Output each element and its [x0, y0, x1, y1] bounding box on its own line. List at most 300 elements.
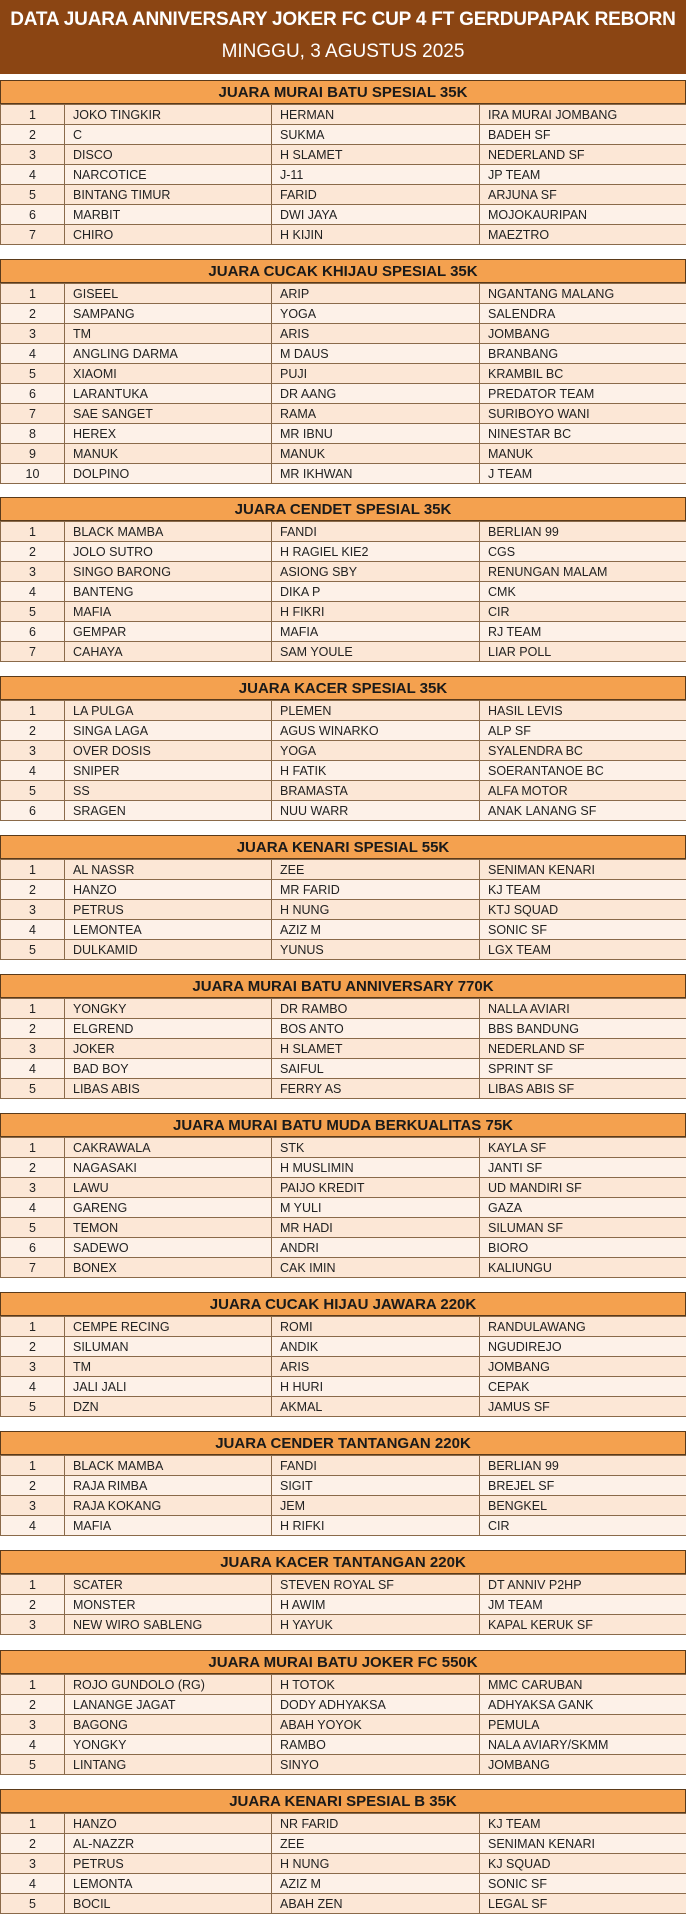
section-title: JUARA MURAI BATU SPESIAL 35K	[0, 80, 686, 104]
bird-name-cell: BLACK MAMBA	[65, 1456, 272, 1476]
table-row	[1, 582, 686, 602]
section-title: JUARA MURAI BATU ANNIVERSARY 770K	[0, 974, 686, 998]
rank-cell: 5	[1, 364, 65, 384]
team-cell: BIORO	[480, 1238, 686, 1258]
bird-name-cell: PETRUS	[65, 1854, 272, 1874]
rank-cell: 5	[1, 1218, 65, 1238]
bird-name-cell: MAFIA	[65, 1516, 272, 1536]
table-row	[1, 1715, 686, 1735]
team-cell: ALP SF	[480, 721, 686, 741]
table-row	[1, 225, 686, 245]
rank-cell: 6	[1, 622, 65, 642]
table-row	[1, 1894, 686, 1914]
bird-name-cell: ROJO GUNDOLO (RG)	[65, 1675, 272, 1695]
bird-name-cell: HEREX	[65, 424, 272, 444]
table-row	[1, 622, 686, 642]
owner-cell: DODY ADHYAKSA	[272, 1695, 480, 1715]
rank-cell: 4	[1, 1377, 65, 1397]
rank-cell: 5	[1, 185, 65, 205]
owner-cell: ARIP	[272, 284, 480, 304]
table-row	[1, 1079, 686, 1099]
bird-name-cell: AL-NAZZR	[65, 1834, 272, 1854]
team-cell: RANDULAWANG	[480, 1317, 686, 1337]
team-cell: UD MANDIRI SF	[480, 1178, 686, 1198]
owner-cell: PLEMEN	[272, 701, 480, 721]
owner-cell: SAM YOULE	[272, 642, 480, 662]
bird-name-cell: JOKO TINGKIR	[65, 105, 272, 125]
results-section	[0, 676, 686, 821]
table-row	[1, 1595, 686, 1615]
table-row	[1, 940, 686, 960]
bird-name-cell: LINTANG	[65, 1755, 272, 1775]
results-section	[0, 974, 686, 1099]
results-table	[0, 1674, 686, 1775]
table-row	[1, 404, 686, 424]
results-section	[0, 1431, 686, 1536]
bird-name-cell: SINGA LAGA	[65, 721, 272, 741]
owner-cell: ARIS	[272, 1357, 480, 1377]
owner-cell: FANDI	[272, 1456, 480, 1476]
rank-cell: 3	[1, 1357, 65, 1377]
owner-cell: SAIFUL	[272, 1059, 480, 1079]
bird-name-cell: LA PULGA	[65, 701, 272, 721]
rank-cell: 1	[1, 999, 65, 1019]
owner-cell: STEVEN ROYAL SF	[272, 1575, 480, 1595]
bird-name-cell: NEW WIRO SABLENG	[65, 1615, 272, 1635]
team-cell: CIR	[480, 1516, 686, 1536]
owner-cell: ANDIK	[272, 1337, 480, 1357]
team-cell: NGANTANG MALANG	[480, 284, 686, 304]
team-cell: BERLIAN 99	[480, 522, 686, 542]
owner-cell: M DAUS	[272, 344, 480, 364]
bird-name-cell: MONSTER	[65, 1595, 272, 1615]
rank-cell: 4	[1, 1516, 65, 1536]
owner-cell: FANDI	[272, 522, 480, 542]
rank-cell: 2	[1, 125, 65, 145]
table-row	[1, 1476, 686, 1496]
bird-name-cell: BAGONG	[65, 1715, 272, 1735]
rank-cell: 7	[1, 225, 65, 245]
team-cell: JM TEAM	[480, 1595, 686, 1615]
table-row	[1, 761, 686, 781]
table-row	[1, 642, 686, 662]
rank-cell: 6	[1, 801, 65, 821]
owner-cell: DIKA P	[272, 582, 480, 602]
table-row	[1, 304, 686, 324]
table-row	[1, 444, 686, 464]
rank-cell: 1	[1, 522, 65, 542]
results-section	[0, 259, 686, 484]
bird-name-cell: DULKAMID	[65, 940, 272, 960]
team-cell: KJ SQUAD	[480, 1854, 686, 1874]
section-title: JUARA KENARI SPESIAL B 35K	[0, 1789, 686, 1813]
table-row	[1, 1238, 686, 1258]
rank-cell: 2	[1, 1019, 65, 1039]
table-row	[1, 1357, 686, 1377]
rank-cell: 1	[1, 860, 65, 880]
table-row	[1, 880, 686, 900]
table-row	[1, 105, 686, 125]
rank-cell: 2	[1, 1476, 65, 1496]
table-row	[1, 900, 686, 920]
owner-cell: JEM	[272, 1496, 480, 1516]
team-cell: HASIL LEVIS	[480, 701, 686, 721]
team-cell: DT ANNIV P2HP	[480, 1575, 686, 1595]
team-cell: ADHYAKSA GANK	[480, 1695, 686, 1715]
rank-cell: 5	[1, 602, 65, 622]
rank-cell: 3	[1, 741, 65, 761]
results-table	[0, 998, 686, 1099]
owner-cell: MAFIA	[272, 622, 480, 642]
owner-cell: DR AANG	[272, 384, 480, 404]
rank-cell: 2	[1, 1158, 65, 1178]
bird-name-cell: CAHAYA	[65, 642, 272, 662]
team-cell: BENGKEL	[480, 1496, 686, 1516]
team-cell: RENUNGAN MALAM	[480, 562, 686, 582]
rank-cell: 1	[1, 284, 65, 304]
rank-cell: 7	[1, 1258, 65, 1278]
team-cell: JOMBANG	[480, 324, 686, 344]
team-cell: NEDERLAND SF	[480, 145, 686, 165]
rank-cell: 8	[1, 424, 65, 444]
results-table	[0, 1137, 686, 1278]
rank-cell: 5	[1, 781, 65, 801]
rank-cell: 1	[1, 1575, 65, 1595]
results-table	[0, 859, 686, 960]
team-cell: ARJUNA SF	[480, 185, 686, 205]
bird-name-cell: GARENG	[65, 1198, 272, 1218]
rank-cell: 2	[1, 1695, 65, 1715]
team-cell: MAEZTRO	[480, 225, 686, 245]
team-cell: KALIUNGU	[480, 1258, 686, 1278]
rank-cell: 10	[1, 464, 65, 484]
owner-cell: H TOTOK	[272, 1675, 480, 1695]
bird-name-cell: RAJA RIMBA	[65, 1476, 272, 1496]
team-cell: BADEH SF	[480, 125, 686, 145]
table-row	[1, 721, 686, 741]
table-row	[1, 1814, 686, 1834]
owner-cell: MR IKHWAN	[272, 464, 480, 484]
table-row	[1, 522, 686, 542]
team-cell: JOMBANG	[480, 1755, 686, 1775]
team-cell: SOERANTANOE BC	[480, 761, 686, 781]
bird-name-cell: JOLO SUTRO	[65, 542, 272, 562]
bird-name-cell: BANTENG	[65, 582, 272, 602]
table-row	[1, 1456, 686, 1476]
rank-cell: 3	[1, 1715, 65, 1735]
results-section	[0, 1113, 686, 1278]
team-cell: LIBAS ABIS SF	[480, 1079, 686, 1099]
table-row	[1, 1854, 686, 1874]
bird-name-cell: MANUK	[65, 444, 272, 464]
owner-cell: BOS ANTO	[272, 1019, 480, 1039]
table-row	[1, 364, 686, 384]
rank-cell: 4	[1, 920, 65, 940]
rank-cell: 9	[1, 444, 65, 464]
rank-cell: 2	[1, 304, 65, 324]
results-table	[0, 521, 686, 662]
rank-cell: 1	[1, 1138, 65, 1158]
rank-cell: 5	[1, 1755, 65, 1775]
rank-cell: 4	[1, 1874, 65, 1894]
table-row	[1, 125, 686, 145]
bird-name-cell: HANZO	[65, 1814, 272, 1834]
rank-cell: 3	[1, 145, 65, 165]
table-row	[1, 781, 686, 801]
section-title: JUARA CENDET SPESIAL 35K	[0, 497, 686, 521]
table-row	[1, 464, 686, 484]
table-row	[1, 1735, 686, 1755]
rank-cell: 2	[1, 542, 65, 562]
rank-cell: 5	[1, 1079, 65, 1099]
section-title: JUARA MURAI BATU MUDA BERKUALITAS 75K	[0, 1113, 686, 1137]
bird-name-cell: SINGO BARONG	[65, 562, 272, 582]
table-row	[1, 1059, 686, 1079]
bird-name-cell: GISEEL	[65, 284, 272, 304]
section-title: JUARA KACER TANTANGAN 220K	[0, 1550, 686, 1574]
team-cell: J TEAM	[480, 464, 686, 484]
rank-cell: 2	[1, 880, 65, 900]
table-row	[1, 1039, 686, 1059]
rank-cell: 4	[1, 165, 65, 185]
table-row	[1, 542, 686, 562]
team-cell: KRAMBIL BC	[480, 364, 686, 384]
rank-cell: 6	[1, 1238, 65, 1258]
bird-name-cell: JOKER	[65, 1039, 272, 1059]
table-row	[1, 562, 686, 582]
rank-cell: 4	[1, 582, 65, 602]
results-section	[0, 835, 686, 960]
team-cell: SALENDRA	[480, 304, 686, 324]
page-title: DATA JUARA ANNIVERSARY JOKER FC CUP 4 FT GERDUPAPAK REBORN	[10, 9, 676, 30]
bird-name-cell: LARANTUKA	[65, 384, 272, 404]
team-cell: SPRINT SF	[480, 1059, 686, 1079]
team-cell: BREJEL SF	[480, 1476, 686, 1496]
bird-name-cell: SNIPER	[65, 761, 272, 781]
owner-cell: H FIKRI	[272, 602, 480, 622]
rank-cell: 7	[1, 642, 65, 662]
owner-cell: H NUNG	[272, 1854, 480, 1874]
rank-cell: 2	[1, 1337, 65, 1357]
bird-name-cell: LAWU	[65, 1178, 272, 1198]
owner-cell: PAIJO KREDIT	[272, 1178, 480, 1198]
rank-cell: 6	[1, 384, 65, 404]
bird-name-cell: AL NASSR	[65, 860, 272, 880]
rank-cell: 1	[1, 1317, 65, 1337]
table-row	[1, 1258, 686, 1278]
results-table	[0, 1574, 686, 1635]
bird-name-cell: CEMPE RECING	[65, 1317, 272, 1337]
section-title: JUARA MURAI BATU JOKER FC 550K	[0, 1650, 686, 1674]
team-cell: NALLA AVIARI	[480, 999, 686, 1019]
table-row	[1, 165, 686, 185]
owner-cell: PUJI	[272, 364, 480, 384]
team-cell: JP TEAM	[480, 165, 686, 185]
owner-cell: SIGIT	[272, 1476, 480, 1496]
results-table	[0, 104, 686, 245]
bird-name-cell: SS	[65, 781, 272, 801]
team-cell: NGUDIREJO	[480, 1337, 686, 1357]
bird-name-cell: ELGREND	[65, 1019, 272, 1039]
rank-cell: 3	[1, 562, 65, 582]
owner-cell: ZEE	[272, 860, 480, 880]
section-title: JUARA CUCAK HIJAU JAWARA 220K	[0, 1292, 686, 1316]
owner-cell: FARID	[272, 185, 480, 205]
team-cell: JOMBANG	[480, 1357, 686, 1377]
bird-name-cell: CHIRO	[65, 225, 272, 245]
team-cell: LIAR POLL	[480, 642, 686, 662]
team-cell: GAZA	[480, 1198, 686, 1218]
table-row	[1, 1615, 686, 1635]
owner-cell: SINYO	[272, 1755, 480, 1775]
team-cell: LEGAL SF	[480, 1894, 686, 1914]
owner-cell: NUU WARR	[272, 801, 480, 821]
table-row	[1, 324, 686, 344]
team-cell: SONIC SF	[480, 920, 686, 940]
owner-cell: H SLAMET	[272, 145, 480, 165]
owner-cell: H NUNG	[272, 900, 480, 920]
bird-name-cell: OVER DOSIS	[65, 741, 272, 761]
table-row	[1, 1158, 686, 1178]
table-row	[1, 384, 686, 404]
owner-cell: ANDRI	[272, 1238, 480, 1258]
results-table	[0, 1813, 686, 1914]
rank-cell: 3	[1, 1496, 65, 1516]
table-row	[1, 1198, 686, 1218]
team-cell: KAYLA SF	[480, 1138, 686, 1158]
rank-cell: 4	[1, 1735, 65, 1755]
bird-name-cell: GEMPAR	[65, 622, 272, 642]
results-section	[0, 1550, 686, 1635]
owner-cell: ASIONG SBY	[272, 562, 480, 582]
rank-cell: 5	[1, 940, 65, 960]
bird-name-cell: BONEX	[65, 1258, 272, 1278]
results-table	[0, 1455, 686, 1536]
bird-name-cell: TM	[65, 1357, 272, 1377]
owner-cell: ZEE	[272, 1834, 480, 1854]
team-cell: CMK	[480, 582, 686, 602]
team-cell: NINESTAR BC	[480, 424, 686, 444]
rank-cell: 3	[1, 1178, 65, 1198]
page-header	[0, 0, 686, 74]
owner-cell: AZIZ M	[272, 920, 480, 940]
owner-cell: AKMAL	[272, 1397, 480, 1417]
team-cell: MOJOKAURIPAN	[480, 205, 686, 225]
owner-cell: AZIZ M	[272, 1874, 480, 1894]
owner-cell: H FATIK	[272, 761, 480, 781]
rank-cell: 2	[1, 1595, 65, 1615]
bird-name-cell: HANZO	[65, 880, 272, 900]
rank-cell: 3	[1, 1854, 65, 1874]
owner-cell: H SLAMET	[272, 1039, 480, 1059]
owner-cell: RAMBO	[272, 1735, 480, 1755]
table-row	[1, 205, 686, 225]
bird-name-cell: NAGASAKI	[65, 1158, 272, 1178]
owner-cell: STK	[272, 1138, 480, 1158]
table-row	[1, 801, 686, 821]
team-cell: SILUMAN SF	[480, 1218, 686, 1238]
team-cell: NEDERLAND SF	[480, 1039, 686, 1059]
rank-cell: 5	[1, 1397, 65, 1417]
bird-name-cell: SADEWO	[65, 1238, 272, 1258]
table-row	[1, 284, 686, 304]
rank-cell: 1	[1, 1675, 65, 1695]
team-cell: RJ TEAM	[480, 622, 686, 642]
rank-cell: 7	[1, 404, 65, 424]
team-cell: JAMUS SF	[480, 1397, 686, 1417]
bird-name-cell: NARCOTICE	[65, 165, 272, 185]
bird-name-cell: BAD BOY	[65, 1059, 272, 1079]
owner-cell: H AWIM	[272, 1595, 480, 1615]
team-cell: CEPAK	[480, 1377, 686, 1397]
rank-cell: 6	[1, 205, 65, 225]
bird-name-cell: SRAGEN	[65, 801, 272, 821]
team-cell: SENIMAN KENARI	[480, 1834, 686, 1854]
team-cell: LGX TEAM	[480, 940, 686, 960]
bird-name-cell: LEMONTEA	[65, 920, 272, 940]
bird-name-cell: MAFIA	[65, 602, 272, 622]
table-row	[1, 185, 686, 205]
team-cell: IRA MURAI JOMBANG	[480, 105, 686, 125]
team-cell: BRANBANG	[480, 344, 686, 364]
rank-cell: 5	[1, 1894, 65, 1914]
table-row	[1, 860, 686, 880]
table-row	[1, 1377, 686, 1397]
team-cell: BERLIAN 99	[480, 1456, 686, 1476]
team-cell: SYALENDRA BC	[480, 741, 686, 761]
table-row	[1, 999, 686, 1019]
owner-cell: YOGA	[272, 304, 480, 324]
bird-name-cell: SAE SANGET	[65, 404, 272, 424]
owner-cell: MANUK	[272, 444, 480, 464]
rank-cell: 1	[1, 701, 65, 721]
section-title: JUARA CUCAK KHIJAU SPESIAL 35K	[0, 259, 686, 283]
rank-cell: 4	[1, 1059, 65, 1079]
table-row	[1, 1218, 686, 1238]
bird-name-cell: BOCIL	[65, 1894, 272, 1914]
rank-cell: 3	[1, 324, 65, 344]
owner-cell: H RAGIEL KIE2	[272, 542, 480, 562]
rank-cell: 4	[1, 761, 65, 781]
owner-cell: DWI JAYA	[272, 205, 480, 225]
table-row	[1, 344, 686, 364]
table-row	[1, 1874, 686, 1894]
table-row	[1, 1178, 686, 1198]
owner-cell: NR FARID	[272, 1814, 480, 1834]
bird-name-cell: DISCO	[65, 145, 272, 165]
bird-name-cell: XIAOMI	[65, 364, 272, 384]
team-cell: JANTI SF	[480, 1158, 686, 1178]
bird-name-cell: YONGKY	[65, 1735, 272, 1755]
results-table	[0, 283, 686, 484]
bird-name-cell: LANANGE JAGAT	[65, 1695, 272, 1715]
owner-cell: YOGA	[272, 741, 480, 761]
team-cell: KJ TEAM	[480, 1814, 686, 1834]
table-row	[1, 1755, 686, 1775]
table-row	[1, 1496, 686, 1516]
table-row	[1, 1834, 686, 1854]
rank-cell: 4	[1, 1198, 65, 1218]
bird-name-cell: C	[65, 125, 272, 145]
team-cell: MMC CARUBAN	[480, 1675, 686, 1695]
bird-name-cell: LIBAS ABIS	[65, 1079, 272, 1099]
results-table	[0, 700, 686, 821]
rank-cell: 2	[1, 721, 65, 741]
owner-cell: J-11	[272, 165, 480, 185]
table-row	[1, 1575, 686, 1595]
table-row	[1, 145, 686, 165]
results-section	[0, 1789, 686, 1914]
